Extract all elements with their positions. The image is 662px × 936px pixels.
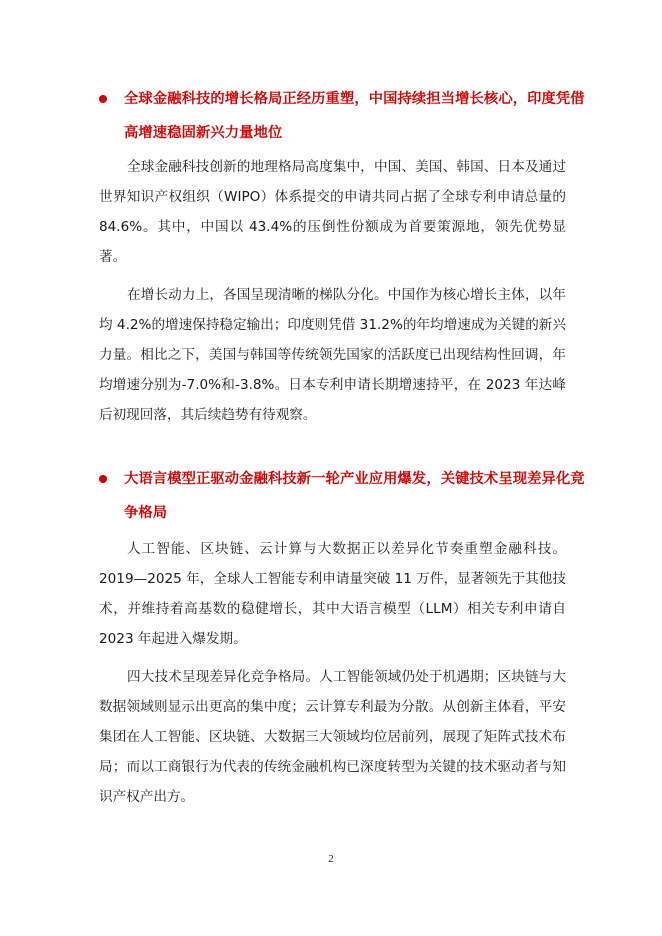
section-heading-text: 大语言模型正驱动金融科技新一轮产业应用爆发，关键技术呈现差异化竞争格局	[124, 471, 585, 521]
section-heading-text: 全球金融科技的增长格局正经历重塑，中国持续担当增长核心，印度凭借高增速稳固新兴力量地位	[124, 91, 585, 141]
page-number: 2	[328, 853, 334, 865]
section-1	[0, 82, 662, 430]
paragraph: 人工智能、区块链、云计算与大数据正以差异化节奏重塑金融科技。2019—2025 年，全球人工智能专利申请量突破 11 万件，显著领先于其他技术，并维持着高基数的稳健增长，其中大语言模型（LLM）相关专利申请自2023 年起进入爆发期。	[99, 541, 566, 647]
bullet-icon	[99, 475, 107, 483]
paragraph: 四大技术呈现差异化竞争格局。人工智能领域仍处于机遇期；区块链与大数据领域则显示出更高的集中度；云计算专利最为分散。从创新主体看，平安集团在人工智能、区块链、大数据三大领域均位居前列，展现了矩阵式技术布局；而以工商银行为代表的传统金融机构已深度转型为关键的技术驱动者与知识产权产出方。	[99, 669, 566, 805]
bullet-icon	[99, 95, 107, 103]
paragraph: 全球金融科技创新的地理格局高度集中，中国、美国、韩国、日本及通过世界知识产权组织（WIPO）体系提交的申请共同占据了全球专利申请总量的84.6%。其中，中国以 43.4%的压倒性份额成为首要策源地，领先优势显著。	[99, 159, 566, 265]
section-2	[0, 462, 662, 812]
section-heading	[0, 462, 662, 530]
section-heading	[0, 82, 662, 150]
paragraph: 在增长动力上，各国呈现清晰的梯队分化。中国作为核心增长主体，以年均 4.2%的增速保持稳定输出；印度则凭借 31.2%的年均增速成为关键的新兴力量。相比之下，美国与韩国等传统领先国家的活跃度已出现结构性回调，年均增速分别为-7.0%和-3.8%。日本专利申请长期增速持平，在 2023 年达峰后初现回落，其后续趋势有待观察。	[99, 287, 566, 423]
